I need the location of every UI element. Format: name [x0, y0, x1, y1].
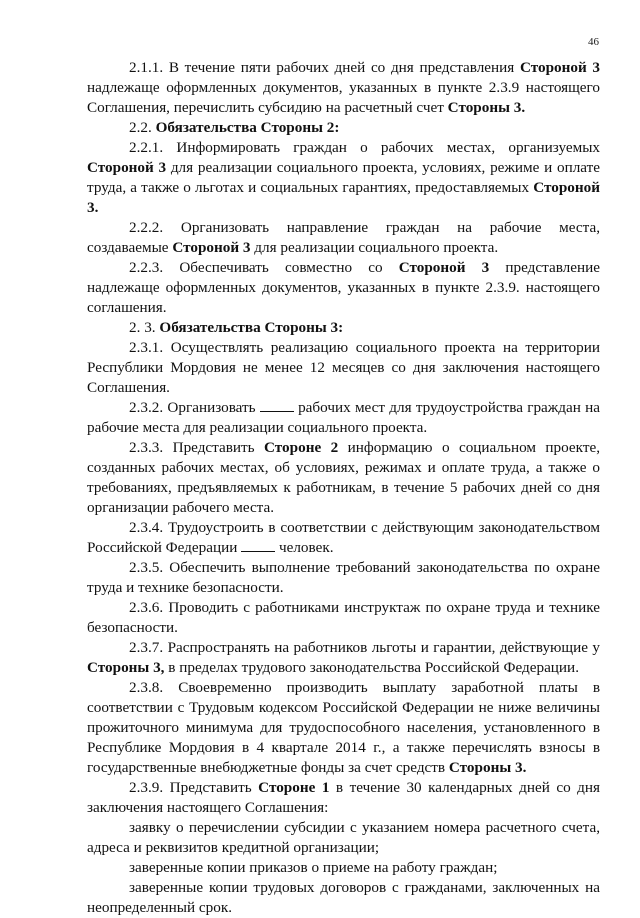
bold-text: Стороной 3.: [87, 179, 600, 216]
paragraph-text: 2.3.7. Распространять на работников льготы и гарантии, действующие у: [129, 639, 600, 656]
paragraph-text: 2.2.: [129, 119, 156, 136]
paragraph: [87, 778, 600, 818]
paragraph: [87, 558, 600, 598]
paragraph: [87, 598, 600, 638]
bold-text: Обязательства Стороны 3:: [159, 319, 344, 336]
paragraph-text: надлежаще оформленных документов, указанных в пункте 2.3.9 настоящего Соглашения, перечислить субсидию на расчетный счет: [87, 79, 600, 116]
paragraph-text: 2.3.5. Обеспечить выполнение требований законодательства по охране труда и технике безопасности.: [87, 559, 600, 596]
paragraph-text: информацию о социальном проекте, созданных рабочих местах, об условиях, режимах и оплате труда, а также о требованиях, предъявляемых к работникам, в течение 5 рабочих дней со дня организации рабочего места.: [87, 439, 601, 516]
bold-text: Стороны 3.: [448, 759, 527, 776]
blank-fill-line: [260, 399, 294, 412]
paragraph-text: заверенные копии приказов о приеме на работу граждан;: [129, 859, 498, 876]
paragraph: [87, 438, 600, 518]
paragraph: [87, 818, 600, 858]
bold-text: Стороной 3: [519, 59, 600, 76]
paragraph-text: 2.2.3. Обеспечивать совместно со: [129, 259, 399, 276]
paragraph-text: для реализации социального проекта, условиях, режиме и оплате труда, а также о льготах и социальных гарантиях, предоставляемых: [87, 159, 601, 196]
paragraph: [87, 878, 600, 918]
blank-fill-line: [241, 539, 275, 552]
paragraph: [87, 398, 600, 438]
bold-text: Стороне 2: [264, 439, 339, 456]
paragraph-text: 2.1.1. В течение пяти рабочих дней со дня представления: [129, 59, 520, 76]
paragraph-text: в пределах трудового законодательства Российской Федерации.: [164, 659, 579, 676]
paragraph: [87, 638, 600, 678]
bold-text: Стороной 3: [87, 159, 167, 176]
paragraph: [87, 338, 600, 398]
paragraph: [87, 518, 600, 558]
page-number: 46: [588, 36, 599, 48]
paragraph-text: заявку о перечислении субсидии с указанием номера расчетного счета, адреса и реквизитов кредитной организации;: [87, 819, 600, 856]
paragraph-text: рабочих мест для трудоустройства граждан на рабочие места для реализации социального проекта.: [87, 399, 600, 436]
paragraph: [87, 318, 600, 338]
paragraph-text: в течение 30 календарных дней со дня заключения настоящего Соглашения:: [87, 779, 601, 816]
paragraph-text: 2. 3.: [129, 319, 160, 336]
paragraph-text: 2.3.4. Трудоустроить в соответствии с действующим законодательством Российской Федерации: [87, 519, 600, 556]
paragraph: [87, 138, 600, 218]
bold-text: Стороны 3.: [447, 99, 526, 116]
paragraph: [87, 678, 600, 778]
paragraph-text: 2.3.6. Проводить с работниками инструктаж по охране труда и технике безопасности.: [87, 599, 600, 636]
paragraph-text: 2.3.8. Своевременно производить выплату заработной платы в соответствии с Трудовым кодексом Российской Федерации не ниже величины прожиточного минимума для трудоспособного населения, установленного в Республике Мордовия в 4 квартале 2014 г., а также перечислять взносы в государственные внебюджетные фонды за счет средств: [87, 679, 600, 776]
paragraph-text: 2.2.2. Организовать направление граждан на рабочие места, создаваемые: [87, 219, 600, 256]
paragraph-text: человек.: [275, 539, 334, 556]
paragraph: [87, 858, 600, 878]
paragraph: [87, 258, 600, 318]
paragraph-text: 2.3.9. Представить: [129, 779, 259, 796]
paragraph-text: заверенные копии трудовых договоров с гражданами, заключенных на неопределенный срок.: [87, 879, 600, 916]
bold-text: Стороной 3: [398, 259, 490, 276]
bold-text: Обязательства Стороны 2:: [155, 119, 340, 136]
paragraph: [87, 58, 600, 118]
paragraph-text: 2.2.1. Информировать граждан о рабочих местах, организуемых: [129, 139, 600, 156]
bold-text: Стороне 1: [258, 779, 330, 796]
document-body: [87, 58, 600, 918]
bold-text: Стороны 3,: [87, 659, 165, 676]
paragraph: [87, 218, 600, 258]
paragraph: [87, 118, 600, 138]
paragraph-text: 2.3.2. Организовать: [129, 399, 260, 416]
bold-text: Стороной 3: [172, 239, 251, 256]
paragraph-text: 2.3.1. Осуществлять реализацию социального проекта на территории Республики Мордовия не менее 12 месяцев со дня заключения настоящего Соглашения.: [87, 339, 600, 396]
paragraph-text: представление надлежаще оформленных документов, указанных в пункте 2.3.9. настоящего соглашения.: [87, 259, 600, 316]
paragraph-text: для реализации социального проекта.: [250, 239, 499, 256]
paragraph-text: 2.3.3. Представить: [129, 439, 265, 456]
